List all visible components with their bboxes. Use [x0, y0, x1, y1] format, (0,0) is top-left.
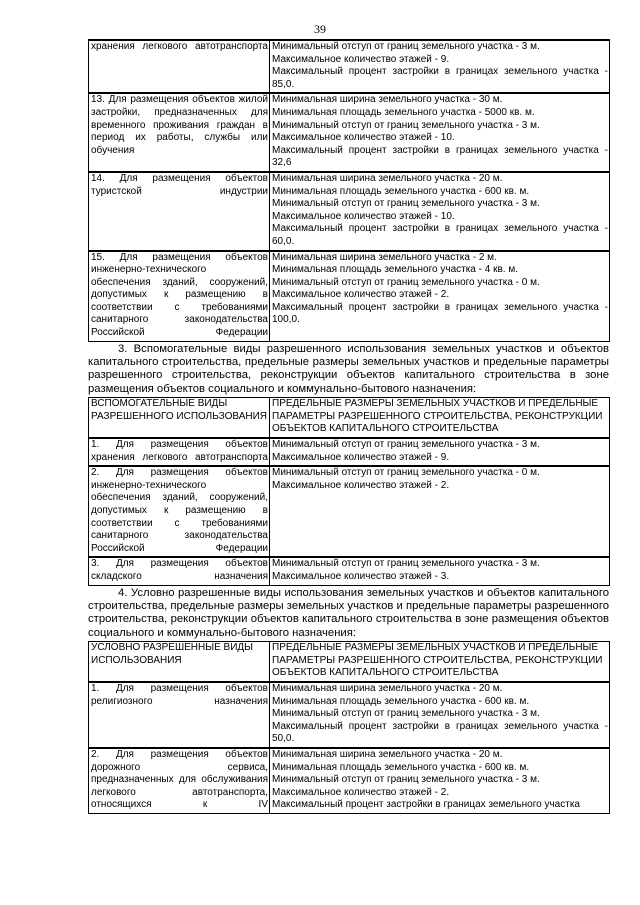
paragraph-auxiliary-uses: 3. Вспомогательные виды разрешенного использования земельных участков и объектов капитального строительства, предельные размеры земельных участков и предельные параметры разрешенного строительства, реконструкции объектов капитального строительства в зоне размещения объектов социального и коммунально-бытового назначения: — [88, 342, 609, 395]
parameters-cell — [270, 466, 610, 557]
parameter-line: Максимальный процент застройки в границах земельного участка - 100,0. — [272, 301, 608, 326]
parameters-cell — [270, 682, 610, 748]
document-body — [88, 39, 609, 814]
parameter-line: Максимальное количество этажей - 2. — [272, 786, 450, 798]
table-row — [89, 438, 610, 466]
paragraph-conditional-uses: 4. Условно разрешенные виды использования земельных участков и объектов капитального строительства, предельные размеры земельных участков и предельные параметры разрешенного строительства, реконструкции объектов капитального строительства в зоне размещения объектов социального и коммунально-бытового назначения: — [88, 586, 609, 639]
table-row — [89, 251, 610, 342]
parameter-line: Минимальная площадь земельного участка - 600 кв. м. — [272, 761, 530, 773]
parameters-cell — [270, 93, 610, 172]
parameter-line: Максимальное количество этажей - 10. — [272, 210, 455, 222]
parameter-line: Минимальный отступ от границ земельного участка - 3 м. — [272, 774, 540, 786]
parameter-line: Минимальная ширина земельного участка - 30 м. — [272, 94, 503, 106]
table-row — [89, 682, 610, 748]
parameters-cell — [270, 557, 610, 585]
use-type-cell: 13. Для размещения объектов жилой застройки, предназначенных для временного проживания граждан в период их работы, службы или обучения — [89, 93, 270, 172]
parameters-cell — [270, 748, 610, 813]
parameter-line: Минимальный отступ от границ земельного участка - 0 м. — [272, 467, 540, 479]
table-row — [89, 40, 610, 93]
parameter-line: Минимальная площадь земельного участка - 5000 кв. м. — [272, 106, 535, 118]
use-type-cell: 2. Для размещения объектов дорожного сервиса, предназначенных для обслуживания легкового автотранспорта, относящихся к IV — [89, 748, 270, 813]
use-type-cell: 3. Для размещения объектов складского назначения — [89, 557, 270, 585]
parameter-line: Минимальный отступ от границ земельного участка - 3 м. — [272, 708, 540, 720]
parameter-line: Максимальное количество этажей - 9. — [272, 53, 450, 65]
parameter-line: Максимальное количество этажей - 2. — [272, 289, 450, 301]
parameter-line: Минимальный отступ от границ земельного участка - 3 м. — [272, 119, 540, 131]
parameter-line: Максимальный процент застройки в границах земельного участка - 85,0. — [272, 66, 608, 90]
parameter-line: Максимальный процент застройки в границах земельного участка - 32,6 — [272, 144, 608, 169]
parameter-line: Минимальная ширина земельного участка - 20 м. — [272, 683, 503, 694]
parameter-line: Максимальный процент застройки в границах земельного участка — [272, 799, 580, 811]
table-row — [89, 93, 610, 172]
table-row — [89, 466, 610, 557]
header-cell-parameters: ПРЕДЕЛЬНЫЕ РАЗМЕРЫ ЗЕМЕЛЬНЫХ УЧАСТКОВ И ПРЕДЕЛЬНЫЕ ПАРАМЕТРЫ РАЗРЕШЕННОГО СТРОИТЕЛЬСТВА, РЕКОНСТРУКЦИИ ОБЪЕКТОВ КАПИТАЛЬНОГО СТРОИТЕЛЬСТВА — [270, 398, 610, 438]
use-type-cell: 1. Для размещения объектов религиозного назначения — [89, 682, 270, 748]
use-type-cell: 15. Для размещения объектов инженерно-технического обеспечения зданий, сооружений, допустимых к размещению в соответствии с требованиями санитарного законодательства Российской Федерации — [89, 251, 270, 342]
parameter-line: Максимальное количество этажей - 3. — [272, 571, 450, 582]
table-row — [89, 172, 610, 251]
parameter-line: Минимальная ширина земельного участка - 2 м. — [272, 251, 497, 263]
use-type-cell: 14. Для размещения объектов туристской индустрии — [89, 172, 270, 251]
table-header-row — [89, 642, 610, 682]
use-type-cell: 2. Для размещения объектов инженерно-технического обеспечения зданий, сооружений, допустимых к размещению в соответствии с требованиями санитарного законодательства Российской Федерации — [89, 466, 270, 557]
header-cell-parameters: ПРЕДЕЛЬНЫЕ РАЗМЕРЫ ЗЕМЕЛЬНЫХ УЧАСТКОВ И ПРЕДЕЛЬНЫЕ ПАРАМЕТРЫ РАЗРЕШЕННОГО СТРОИТЕЛЬСТВА, РЕКОНСТРУКЦИИ ОБЪЕКТОВ КАПИТАЛЬНОГО СТРОИТЕЛЬСТВА — [270, 642, 610, 682]
parameter-line: Максимальное количество этажей - 10. — [272, 132, 455, 144]
parameter-line: Максимальный процент застройки в границах земельного участка - 60,0. — [272, 223, 608, 247]
page-number: 39 — [314, 22, 326, 36]
parameter-line: Максимальное количество этажей - 9. — [272, 451, 450, 463]
parameter-line: Минимальный отступ от границ земельного участка - 3 м. — [272, 439, 540, 451]
table-row — [89, 557, 610, 585]
parameter-line: Минимальный отступ от границ земельного участка - 3 м. — [272, 558, 540, 570]
parameters-cell — [270, 438, 610, 466]
parameter-line: Минимальная площадь земельного участка - 4 кв. м. — [272, 264, 518, 276]
parameters-cell — [270, 40, 610, 93]
use-type-cell: хранения легкового автотранспорта — [89, 40, 270, 93]
parameter-line: Минимальный отступ от границ земельного участка - 3 м. — [272, 198, 540, 210]
parameter-line: Максимальное количество этажей - 2. — [272, 479, 450, 491]
table-header-row — [89, 398, 610, 438]
parameter-line: Минимальная ширина земельного участка - 20 м. — [272, 172, 503, 184]
table-row — [89, 748, 610, 813]
parameter-line: Максимальный процент застройки в границах земельного участка - 50,0. — [272, 720, 608, 745]
header-cell-uses: ВСПОМОГАТЕЛЬНЫЕ ВИДЫ РАЗРЕШЕННОГО ИСПОЛЬЗОВАНИЯ — [89, 398, 270, 438]
header-cell-uses: УСЛОВНО РАЗРЕШЕННЫЕ ВИДЫ ИСПОЛЬЗОВАНИЯ — [89, 642, 270, 682]
parameter-line: Минимальная площадь земельного участка - 600 кв. м. — [272, 185, 530, 197]
parameter-line: Минимальная ширина земельного участка - 20 м. — [272, 748, 503, 760]
use-type-cell: 1. Для размещения объектов хранения легкового автотранспорта — [89, 438, 270, 466]
parameter-line: Минимальный отступ от границ земельного участка - 0 м. — [272, 276, 540, 288]
table-main-uses — [88, 39, 610, 342]
table-conditional-uses — [88, 641, 610, 814]
parameter-line: Минимальный отступ от границ земельного участка - 3 м. — [272, 41, 540, 52]
parameters-cell — [270, 172, 610, 251]
parameter-line: Минимальная площадь земельного участка - 600 кв. м. — [272, 695, 530, 707]
table-auxiliary-uses — [88, 397, 610, 585]
parameters-cell — [270, 251, 610, 342]
